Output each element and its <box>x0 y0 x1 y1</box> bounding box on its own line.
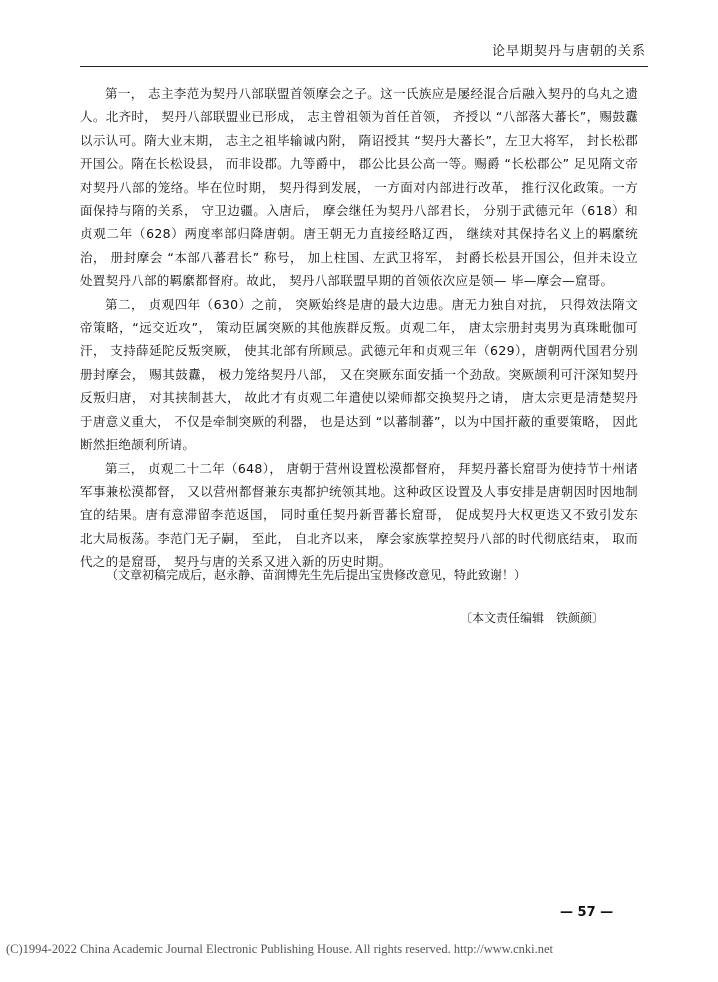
paragraph-third: 第三， 贞观二十二年（648）， 唐朝于营州设置松漠都督府， 拜契丹蕃长窟哥为使持节十州诸军事兼松漠都督， 又以营州都督兼东夷都护统领其地。这种政区设置及人事安排是唐朝因时因地制宜的结果。唐有意滞留李范返国， 同时重任契丹新晋蕃长窟哥， 促成契丹大权更迭又不致引发东北大局板荡。李范门无子嗣， 至此， 自北齐以来， 摩会家族掌控契丹八部的时代彻底结束， 取而代之的是窟哥， 契丹与唐的关系又进入新的历史时期。 <box>80 460 638 570</box>
acknowledgement-note: （文章初稿完成后，赵永静、苗润博先生先后提出宝贵修改意见，特此致谢！） <box>106 568 527 582</box>
responsible-editor-note: 〔本文责任编辑 铁颜颜〕 <box>460 611 605 625</box>
paragraph-first: 第一， 志主李范为契丹八部联盟首领摩会之子。这一氏族应是屡经混合后融入契丹的乌丸之遗人。北齐时， 契丹八部联盟业已形成， 志主曾祖领为首任首领， 齐授以 “八部落大蕃长”，赐鼓纛以示认可。隋大业末期， 志主之祖毕输诚内附， 隋诏授其 “契丹大蕃长”，左卫大将军， 封长松郡开国公。隋在长松设县， 而非设郡。九等爵中， 郡公比县公高一等。赐爵 “长松郡公” 足见隋文帝对契丹八部的笼络。毕在位时期， 契丹得到发展， 一方面对内部进行改革， 推行汉化政策。一方面保持与隋的关系， 守卫边疆。入唐后， 摩会继任为契丹八部君长， 分别于武德元年（618）和贞观二年（628）两度率部归降唐朝。唐王朝无力直接经略辽西， 继续对其保持名义上的羁縻统治， 册封摩会 “本部八蕃君长” 称号， 加上柱国、左武卫将军， 封爵长松县开国公，但并未设立处置契丹八部的羁縻都督府。故此， 契丹八部联盟早期的首领依次应是领— 毕—摩会—窟哥。 <box>80 86 638 289</box>
article-body <box>80 82 638 574</box>
page-number: — 57 — <box>560 905 614 920</box>
copyright-footer: (C)1994-2022 China Academic Journal Electronic Publishing House. All rights reserved. http://www.cnki.net <box>6 942 554 956</box>
running-header-title: 论早期契丹与唐朝的关系 <box>491 44 646 59</box>
paragraph-second: 第二， 贞观四年（630）之前， 突厥始终是唐的最大边患。唐无力独自对抗， 只得效法隋文帝策略，“远交近攻”， 策动臣属突厥的其他族群反叛。贞观二年， 唐太宗册封夷男为真珠毗伽可汗， 支持薛延陀反叛突厥， 使其北部有所顾忌。武德元年和贞观三年（629），唐朝两代国君分别册封摩会， 赐其鼓纛， 极力笼络契丹八部， 又在突厥东面安插一个劲敌。突厥颉利可汗深知契丹反叛归唐， 对其挟制甚大， 故此才有贞观二年遣使以梁师都交换契丹之请， 唐太宗更是清楚契丹于唐意义重大， 不仅是牵制突厥的利器， 也是达到 “以蕃制蕃”，以为中国扞蔽的重要策略， 因此断然拒绝颉利所请。 <box>80 296 638 453</box>
header-divider <box>80 66 648 67</box>
